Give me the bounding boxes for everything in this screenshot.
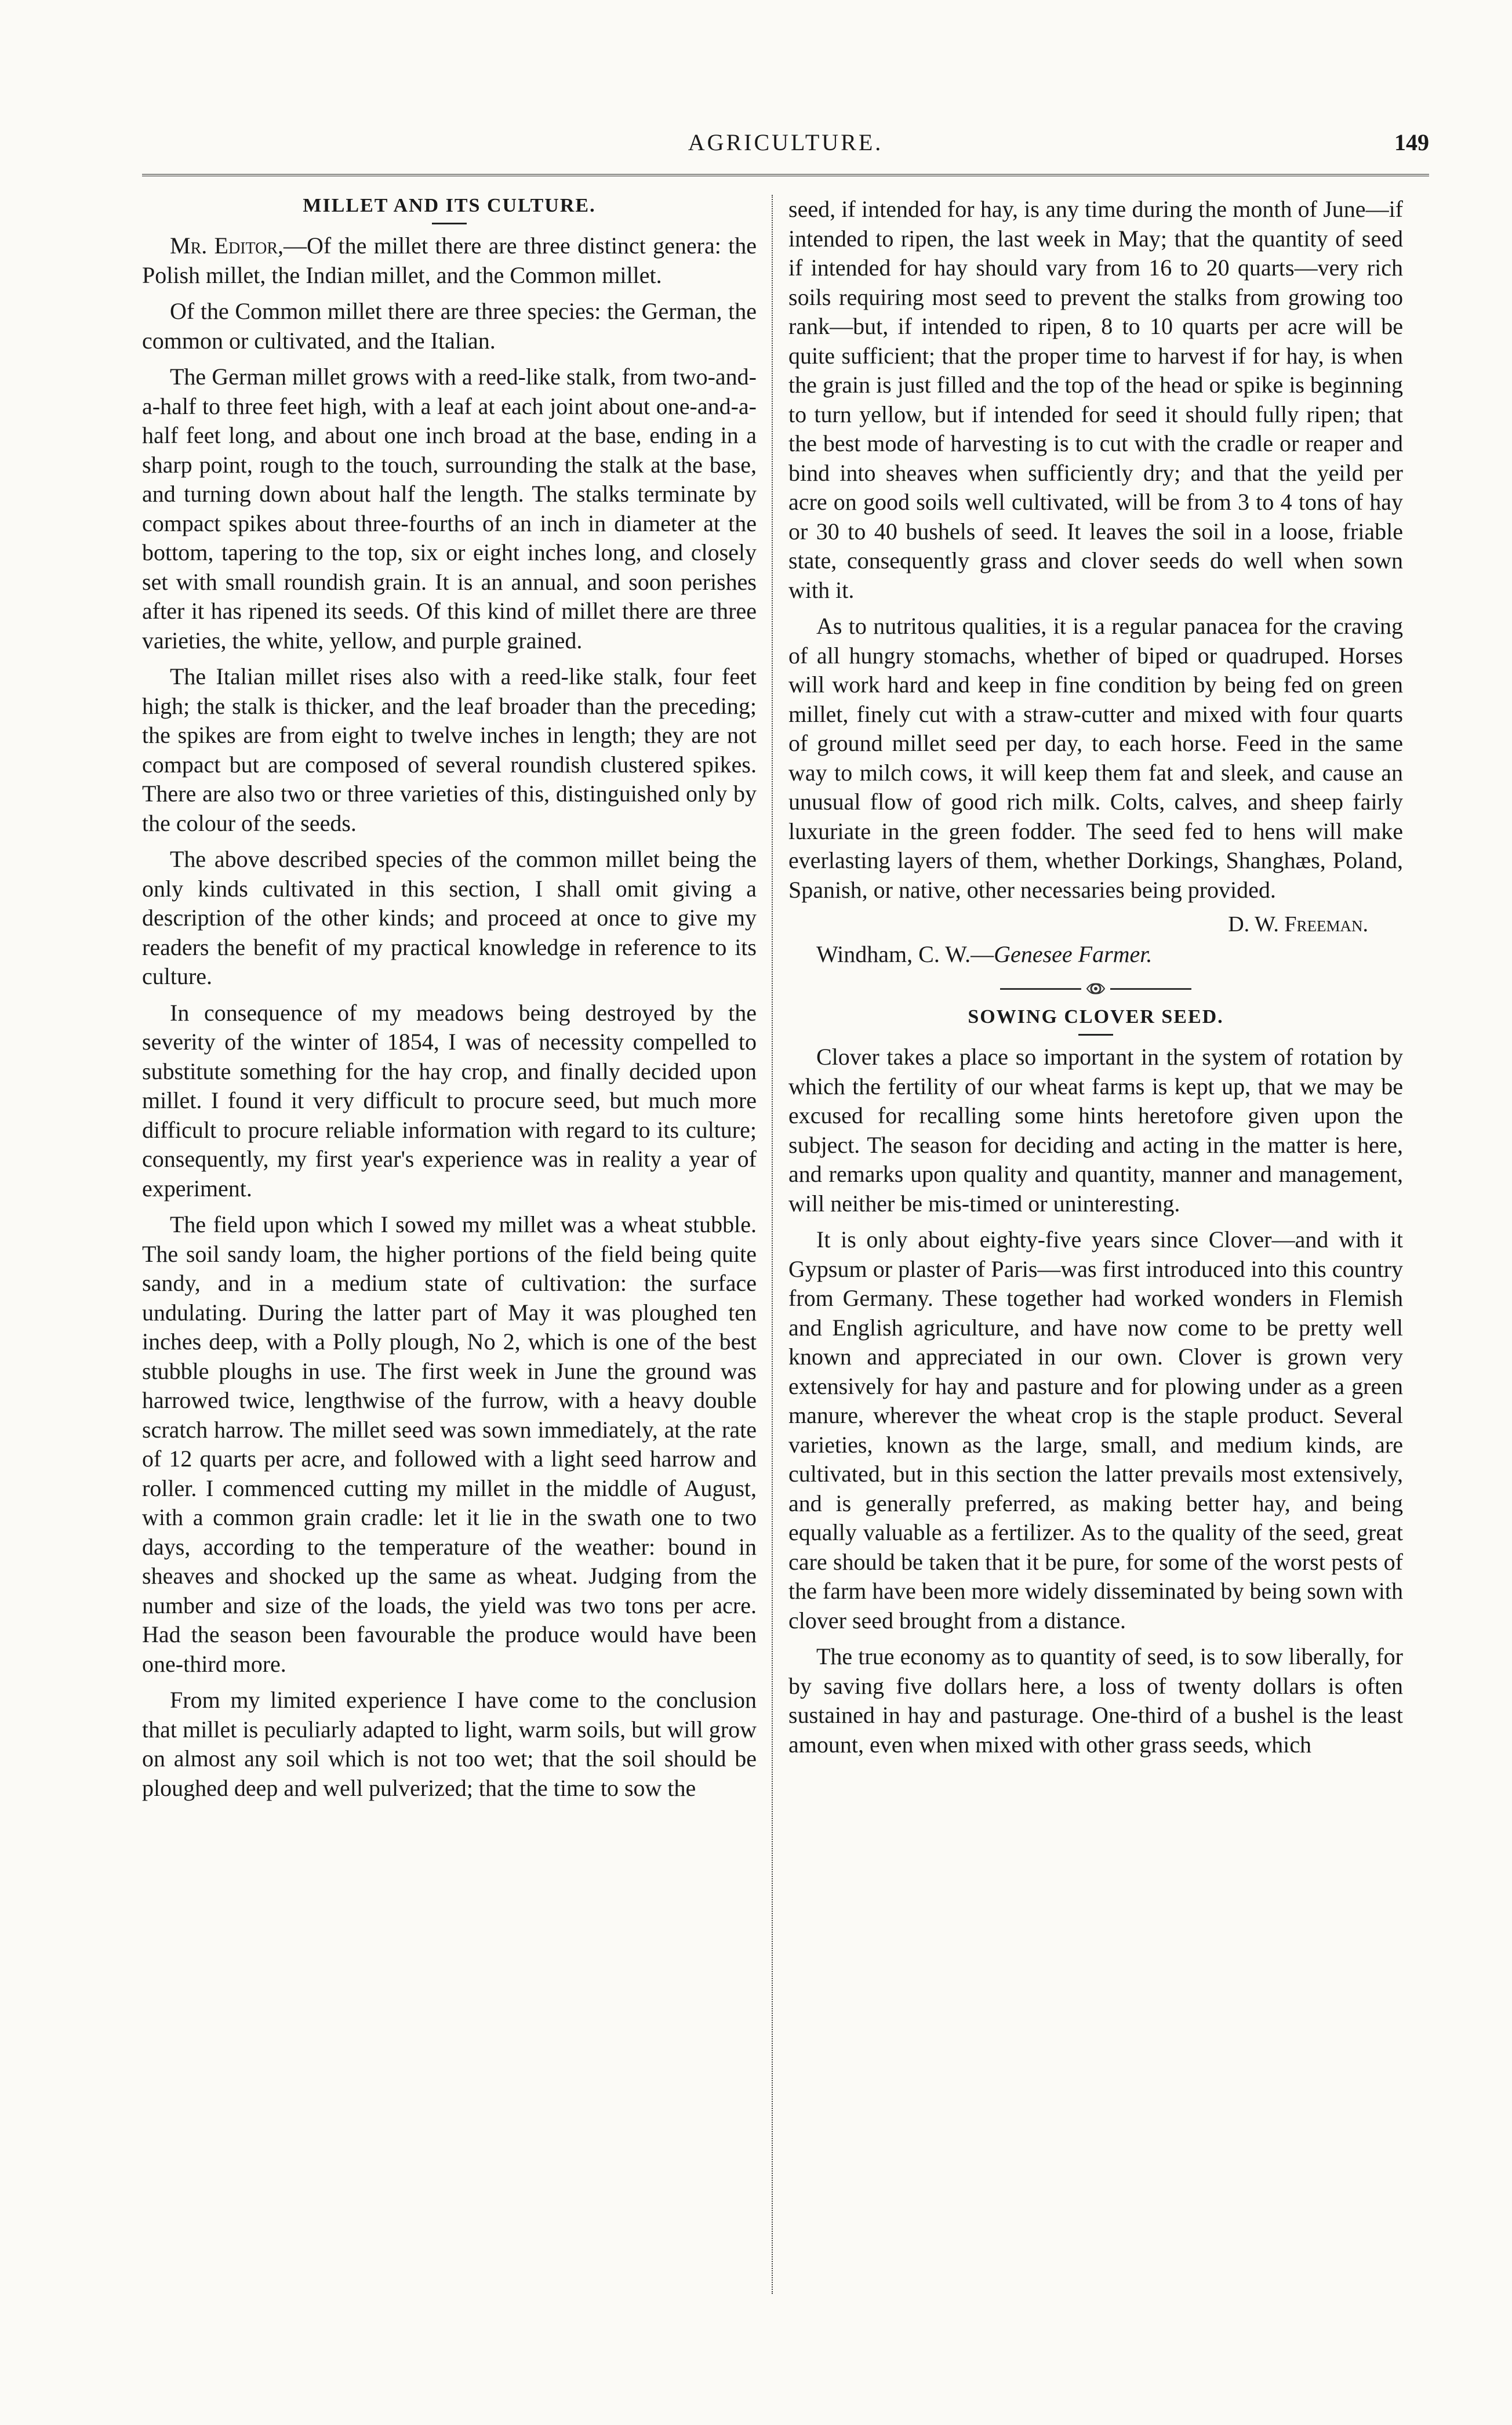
paragraph: The field upon which I sowed my millet was a wheat stubble. The soil sandy loam, the higher portions of the field being quite sandy, and in a medium state of cultivation: the surface undulating. During the latter part of May it was ploughed ten inches deep, with a Polly plough, No 2, which is one of the best stubble ploughs in use. The first week in June the ground was harrowed twice, lengthwise of the furrow, with a heavy double scratch harrow. The millet seed was sown immediately, at the rate of 12 quarts per acre, and followed with a light seed harrow and roller. I commenced cutting my millet in the middle of August, with a common grain cradle: let it lie in the swath one to two days, according to the temperature of the weather: bound in sheaves and shocked up the same as wheat. Judging from the number and size of the loads, the yield was two tons per acre. Had the season been favourable the produce would have been one-third more.	[142, 1211, 757, 1677]
article-title: SOWING CLOVER SEED.	[968, 1006, 1224, 1028]
paragraph: Clover takes a place so important in the system of rotation by which the fertility of our wheat farms is kept up, that we may be excused for recalling some hints heretofore given upon the subject. The season for deciding and acting in the matter is here, and remarks upon quality and quantity, manner and management, will neither be mis-timed or uninteresting.	[788, 1044, 1403, 1217]
column-divider	[772, 195, 773, 2294]
paragraph: From my limited experience I have come to the conclusion that millet is peculiarly adapted to light, warm soils, but will grow on almost any soil which is not too wet; that the soil should be ploughed deep and well pulverized; that the time to sow the	[142, 1687, 757, 1801]
left-column	[142, 195, 757, 1810]
page-header	[142, 129, 1429, 164]
dateline-place: Windham, C. W.—	[816, 941, 994, 967]
paragraph-text: —Of the millet there are three distinct genera: the Polish millet, the Indian millet, and the Common millet.	[142, 233, 757, 288]
paragraph: Of the Common millet there are three species: the German, the common or cultivated, and the Italian.	[142, 298, 757, 354]
header-rule	[142, 174, 1429, 178]
source-name: Genesee Farmer.	[994, 941, 1153, 967]
dateline	[816, 941, 1403, 968]
ornament-rule-right	[1110, 988, 1191, 990]
paragraph: It is only about eighty-five years since Clover—and with it Gypsum or plaster of Paris—was first introduced into this country from Germany. These together had worked wonders in Flemish and English agriculture, and have now come to be pretty well known and appreciated in our own. Clover is grown very extensively for hay and pasture and for plowing under as a green manure, wherever the wheat crop is the staple product. Several varieties, known as the large, small, and medium kinds, are cultivated, but in this section the latter prevails most extensively, and is generally preferred, as making better hay, and being equally valuable as a fertilizer. As to the quality of the seed, great care should be taken that it be pure, for some of the worst pests of the farm have been more widely disseminated by being sown with clover seed brought from a distance.	[788, 1226, 1403, 1633]
running-title: AGRICULTURE.	[688, 129, 884, 155]
page-number: 149	[1394, 129, 1429, 155]
salutation: Mr. Editor,	[170, 233, 284, 259]
ornament-rule-left	[1000, 988, 1081, 990]
paragraph: The Italian millet rises also with a reed-like stalk, four feet high; the stalk is thicker, and the leaf broader than the preceding; the spikes are from eight to twelve inches in length; they are not compact but are composed of several roundish clustered spikes. There are also two or three varieties of this, distinguished only by the colour of the seeds.	[142, 663, 757, 836]
author-signature: D. W. Freeman.	[1228, 912, 1368, 936]
section-ornament	[788, 981, 1403, 997]
paragraph: As to nutritous qualities, it is a regular panacea for the craving of all hungry stomachs, whether of biped or quadruped. Horses will work hard and keep in fine condition by being fed on green millet, finely cut with a straw-cutter and mixed with four quarts of ground millet seed per day, to each horse. Feed in the same way to milch cows, it will keep them fat and sleek, and cause an unusual flow of good rich milk. Colts, calves, and sheep fairly luxuriate in the green fodder. The seed fed to hens will make everlasting layers of them, whether Dorkings, Shanghæs, Poland, Spanish, or native, other necessaries being provided.	[788, 613, 1403, 903]
paragraph	[142, 231, 757, 290]
paragraph: The above described species of the common millet being the only kinds cultivated in this section, I shall omit giving a description of the other kinds; and proceed at once to give my readers the benefit of my practical knowledge in reference to its culture.	[142, 846, 757, 989]
title-rule	[1078, 1034, 1113, 1036]
ornament-flourish-icon	[1086, 981, 1106, 997]
paragraph: In consequence of my meadows being destroyed by the severity of the winter of 1854, I was of necessity compelled to substitute something for the hay crop, and finally decided upon millet. I found it very difficult to procure seed, but much more difficult to procure reliable information with regard to its culture; consequently, my first year's experience was in reality a year of experiment.	[142, 999, 757, 1201]
title-rule	[432, 223, 467, 224]
paragraph: seed, if intended for hay, is any time during the month of June—if intended to ripen, the last week in May; that the quantity of seed if intended for hay should vary from 16 to 20 quarts—very rich soils requiring most seed to prevent the stalks from growing too rank—but, if intended to ripen, 8 to 10 quarts per acre will be quite sufficient; that the proper time to harvest if for hay, is when the grain is just filled and the top of the head or spike is beginning to turn yellow, but if intended for seed it should fully ripen; that the best mode of harvesting is to cut with the cradle or reaper and bind into sheaves when sufficiently dry; and that the yeild per acre on good soils well cultivated, will be from 3 to 4 tons of hay or 30 to 40 bushels of seed. It leaves the soil in a loose, friable state, consequently grass and clover seeds do well when sown with it.	[788, 196, 1403, 603]
paragraph: The true economy as to quantity of seed, is to sow liberally, for by saving five dollars here, a loss of twenty dollars is often sustained in hay and pasturage. One-third of a bushel is the least amount, even when mixed with other grass seeds, which	[788, 1643, 1403, 1758]
right-column	[788, 195, 1403, 1766]
paragraph: The German millet grows with a reed-like stalk, from two-and-a-half to three feet high, with a leaf at each joint about one-and-a-half feet long, and about one inch broad at the base, ending in a sharp point, rough to the touch, surrounding the stalk at the base, and turning down about half the length. The stalks terminate by compact spikes about three-fourths of an inch in diameter at the bottom, tapering to the top, six or eight inches long, and closely set with small roundish grain. It is an annual, and soon perishes after it has ripened its seeds. Of this kind of millet there are three varieties, the white, yellow, and purple grained.	[142, 364, 757, 654]
article-title: MILLET AND ITS CULTURE.	[303, 195, 596, 216]
